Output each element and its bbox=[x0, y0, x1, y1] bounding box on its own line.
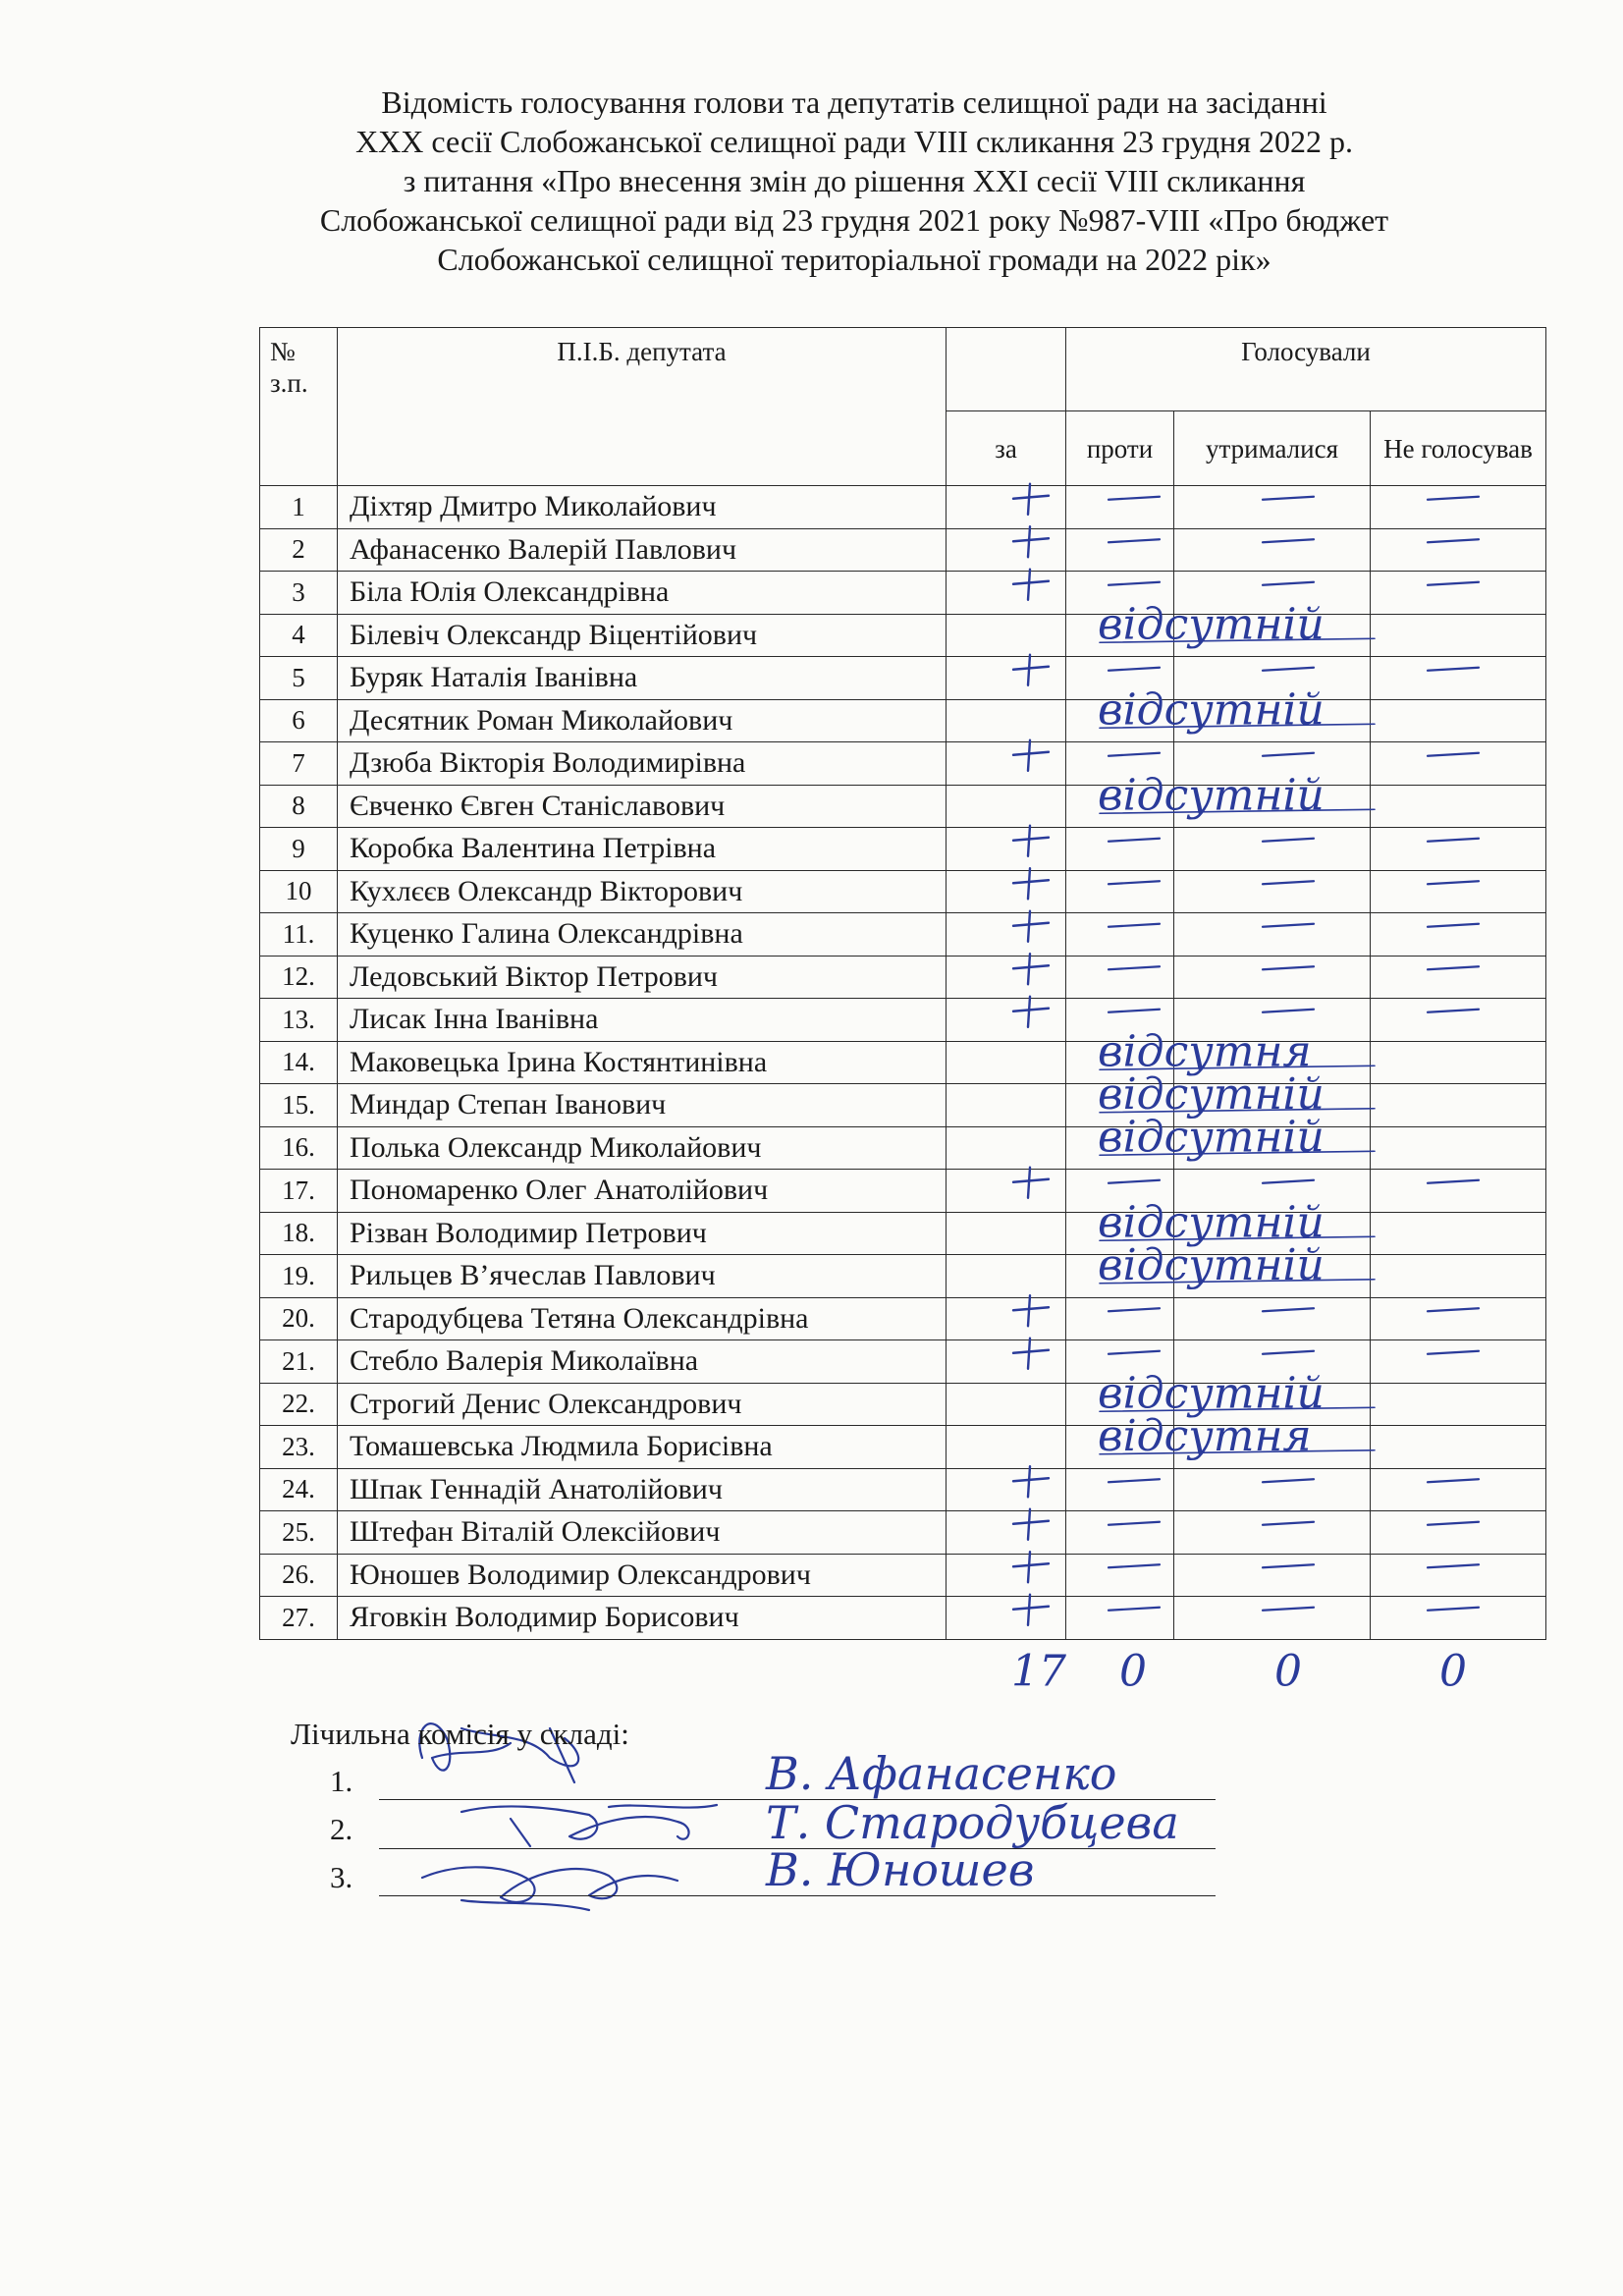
vote-not-voted-cell bbox=[1371, 1554, 1546, 1597]
vote-for-cell bbox=[947, 1255, 1066, 1298]
deputy-name: Томашевська Людмила Борисівна bbox=[338, 1426, 947, 1469]
vote-for-cell bbox=[947, 1170, 1066, 1213]
vote-for-cell bbox=[947, 999, 1066, 1042]
vote-against-cell bbox=[1066, 486, 1174, 529]
table-row bbox=[260, 1468, 1546, 1511]
commission-member-2-number: 2. bbox=[330, 1812, 353, 1846]
absence-note: відсутній bbox=[1098, 1068, 1325, 1120]
table-row bbox=[260, 572, 1546, 615]
vote-not-voted-cell bbox=[1371, 956, 1546, 999]
deputy-name: Десятник Роман Миколайович bbox=[338, 699, 947, 742]
table-body bbox=[260, 486, 1546, 1640]
header-blank bbox=[947, 328, 1066, 411]
vote-against-cell bbox=[1066, 1597, 1174, 1640]
vote-for-cell bbox=[947, 742, 1066, 786]
vote-not-voted-cell bbox=[1371, 785, 1546, 828]
vote-not-voted-cell bbox=[1371, 828, 1546, 871]
vote-against-cell bbox=[1066, 1426, 1174, 1469]
row-number: 27. bbox=[260, 1597, 338, 1640]
row-number: 7 bbox=[260, 742, 338, 786]
row-number: 11. bbox=[260, 913, 338, 957]
vote-against-cell bbox=[1066, 1511, 1174, 1555]
row-number: 1 bbox=[260, 486, 338, 529]
row-number: 18. bbox=[260, 1212, 338, 1255]
vote-against-cell bbox=[1066, 614, 1174, 657]
row-number: 10 bbox=[260, 870, 338, 913]
vote-abstained-cell bbox=[1174, 486, 1371, 529]
deputy-name: Строгий Денис Олександрович bbox=[338, 1383, 947, 1426]
vote-against-cell bbox=[1066, 828, 1174, 871]
vote-for-cell bbox=[947, 1597, 1066, 1640]
vote-abstained-cell bbox=[1174, 913, 1371, 957]
deputy-name: Ледовський Віктор Петрович bbox=[338, 956, 947, 999]
vote-against-cell bbox=[1066, 1126, 1174, 1170]
row-number: 25. bbox=[260, 1511, 338, 1555]
vote-against-cell bbox=[1066, 1255, 1174, 1298]
vote-for-cell bbox=[947, 1084, 1066, 1127]
vote-against-cell bbox=[1066, 1383, 1174, 1426]
vote-abstained-cell bbox=[1174, 1126, 1371, 1170]
vote-for-cell bbox=[947, 486, 1066, 529]
row-number: 20. bbox=[260, 1297, 338, 1340]
vote-abstained-cell bbox=[1174, 1383, 1371, 1426]
vote-abstained-cell bbox=[1174, 1597, 1371, 1640]
row-number: 22. bbox=[260, 1383, 338, 1426]
title-line-5: Слобожанської селищної територіальної громади на 2022 рік» bbox=[437, 242, 1271, 277]
vote-against-cell bbox=[1066, 1041, 1174, 1084]
absence-note: відсутній bbox=[1098, 1368, 1325, 1419]
vote-not-voted-cell bbox=[1371, 1084, 1546, 1127]
vote-for-cell bbox=[947, 614, 1066, 657]
table-row bbox=[260, 956, 1546, 999]
vote-not-voted-cell bbox=[1371, 1597, 1546, 1640]
vote-abstained-cell bbox=[1174, 528, 1371, 572]
table-row bbox=[260, 913, 1546, 957]
signature-line-3 bbox=[379, 1895, 1216, 1896]
table-row bbox=[260, 1383, 1546, 1426]
vote-abstained-cell bbox=[1174, 1511, 1371, 1555]
vote-against-cell bbox=[1066, 528, 1174, 572]
vote-for-cell bbox=[947, 1340, 1066, 1384]
vote-not-voted-cell bbox=[1371, 699, 1546, 742]
table-row bbox=[260, 999, 1546, 1042]
row-number: 13. bbox=[260, 999, 338, 1042]
vote-abstained-cell bbox=[1174, 572, 1371, 615]
table-row bbox=[260, 1126, 1546, 1170]
commission-member-3-number: 3. bbox=[330, 1860, 353, 1894]
vote-against-cell bbox=[1066, 1554, 1174, 1597]
vote-abstained-cell bbox=[1174, 742, 1371, 786]
commission-member-1-number: 1. bbox=[330, 1764, 353, 1798]
signature-scribble-2 bbox=[461, 1805, 717, 1846]
vote-abstained-cell bbox=[1174, 1297, 1371, 1340]
row-number: 2 bbox=[260, 528, 338, 572]
header-for: за bbox=[947, 411, 1066, 486]
deputy-name: Кухлєєв Олександр Вікторович bbox=[338, 870, 947, 913]
vote-not-voted-cell bbox=[1371, 1297, 1546, 1340]
table-row bbox=[260, 1041, 1546, 1084]
total-not-voted: 0 bbox=[1439, 1646, 1467, 1697]
row-number: 21. bbox=[260, 1340, 338, 1384]
vote-abstained-cell bbox=[1174, 614, 1371, 657]
vote-against-cell bbox=[1066, 870, 1174, 913]
absence-note: відсутній bbox=[1098, 1112, 1325, 1163]
deputy-name: Куценко Галина Олександрівна bbox=[338, 913, 947, 957]
row-number: 23. bbox=[260, 1426, 338, 1469]
vote-not-voted-cell bbox=[1371, 1170, 1546, 1213]
total-against: 0 bbox=[1119, 1646, 1147, 1697]
vote-against-cell bbox=[1066, 1084, 1174, 1127]
vote-abstained-cell bbox=[1174, 657, 1371, 700]
deputy-name: Лисак Інна Іванівна bbox=[338, 999, 947, 1042]
vote-for-cell bbox=[947, 1212, 1066, 1255]
row-number: 9 bbox=[260, 828, 338, 871]
vote-for-cell bbox=[947, 1041, 1066, 1084]
title-line-2: XXX сесії Слобожанської селищної ради VIII скликання 23 грудня 2022 р. bbox=[355, 124, 1353, 159]
vote-for-cell bbox=[947, 1511, 1066, 1555]
table-row bbox=[260, 1255, 1546, 1298]
vote-against-cell bbox=[1066, 1297, 1174, 1340]
vote-against-cell bbox=[1066, 1468, 1174, 1511]
deputy-name: Штефан Віталій Олексійович bbox=[338, 1511, 947, 1555]
row-number: 19. bbox=[260, 1255, 338, 1298]
vote-for-cell bbox=[947, 956, 1066, 999]
commission-member-name: В. Юношев bbox=[766, 1843, 1035, 1896]
absence-note: відсутня bbox=[1098, 1026, 1312, 1077]
title-line-4: Слобожанської селищної ради від 23 грудня 2021 року №987-VIII «Про бюджет bbox=[319, 202, 1389, 238]
vote-not-voted-cell bbox=[1371, 1340, 1546, 1384]
table-row bbox=[260, 1597, 1546, 1640]
table-row bbox=[260, 742, 1546, 786]
vote-abstained-cell bbox=[1174, 828, 1371, 871]
header-against: проти bbox=[1066, 411, 1174, 486]
vote-not-voted-cell bbox=[1371, 1468, 1546, 1511]
absence-note: відсутній bbox=[1098, 1197, 1325, 1248]
deputy-name: Діхтяр Дмитро Миколайович bbox=[338, 486, 947, 529]
document-title bbox=[177, 82, 1532, 279]
vote-not-voted-cell bbox=[1371, 528, 1546, 572]
absence-note: відсутня bbox=[1098, 1410, 1312, 1461]
deputy-name: Євченко Євген Станіславович bbox=[338, 785, 947, 828]
vote-abstained-cell bbox=[1174, 999, 1371, 1042]
vote-for-cell bbox=[947, 528, 1066, 572]
vote-for-cell bbox=[947, 657, 1066, 700]
commission-label: Лічильна комісія у складі: bbox=[291, 1717, 629, 1751]
vote-not-voted-cell bbox=[1371, 1041, 1546, 1084]
vote-not-voted-cell bbox=[1371, 1212, 1546, 1255]
vote-against-cell bbox=[1066, 785, 1174, 828]
table-row bbox=[260, 699, 1546, 742]
vote-against-cell bbox=[1066, 1340, 1174, 1384]
table-row bbox=[260, 486, 1546, 529]
vote-abstained-cell bbox=[1174, 1554, 1371, 1597]
signature-scribble-3 bbox=[422, 1867, 677, 1910]
row-number: 17. bbox=[260, 1170, 338, 1213]
vote-abstained-cell bbox=[1174, 956, 1371, 999]
vote-abstained-cell bbox=[1174, 699, 1371, 742]
vote-not-voted-cell bbox=[1371, 614, 1546, 657]
vote-against-cell bbox=[1066, 1212, 1174, 1255]
vote-not-voted-cell bbox=[1371, 1511, 1546, 1555]
table-row bbox=[260, 1511, 1546, 1555]
vote-abstained-cell bbox=[1174, 1340, 1371, 1384]
row-number: 5 bbox=[260, 657, 338, 700]
vote-abstained-cell bbox=[1174, 1084, 1371, 1127]
vote-for-cell bbox=[947, 870, 1066, 913]
deputy-name: Різван Володимир Петрович bbox=[338, 1212, 947, 1255]
table-row bbox=[260, 1297, 1546, 1340]
row-number: 6 bbox=[260, 699, 338, 742]
absence-note: відсутній bbox=[1098, 770, 1325, 821]
row-number: 8 bbox=[260, 785, 338, 828]
header-abstained: утрималися bbox=[1174, 411, 1371, 486]
vote-for-cell bbox=[947, 785, 1066, 828]
title-line-3: з питання «Про внесення змін до рішення XXI сесії VIII скликання bbox=[403, 163, 1306, 198]
commission-member-name: Т. Стародубцева bbox=[766, 1796, 1179, 1849]
vote-not-voted-cell bbox=[1371, 1255, 1546, 1298]
vote-abstained-cell bbox=[1174, 1426, 1371, 1469]
vote-not-voted-cell bbox=[1371, 913, 1546, 957]
vote-abstained-cell bbox=[1174, 785, 1371, 828]
table-row bbox=[260, 1426, 1546, 1469]
vote-not-voted-cell bbox=[1371, 572, 1546, 615]
total-abstained: 0 bbox=[1274, 1646, 1302, 1697]
deputy-name: Білевіч Олександр Віцентійович bbox=[338, 614, 947, 657]
table-row bbox=[260, 614, 1546, 657]
row-number: 3 bbox=[260, 572, 338, 615]
vote-not-voted-cell bbox=[1371, 1383, 1546, 1426]
vote-abstained-cell bbox=[1174, 1255, 1371, 1298]
vote-against-cell bbox=[1066, 913, 1174, 957]
table-row bbox=[260, 1212, 1546, 1255]
table-row bbox=[260, 1084, 1546, 1127]
table-row bbox=[260, 1554, 1546, 1597]
absence-note: відсутній bbox=[1098, 599, 1325, 650]
vote-against-cell bbox=[1066, 999, 1174, 1042]
vote-not-voted-cell bbox=[1371, 1426, 1546, 1469]
vote-for-cell bbox=[947, 828, 1066, 871]
deputy-name: Афанасенко Валерій Павлович bbox=[338, 528, 947, 572]
row-number: 26. bbox=[260, 1554, 338, 1597]
vote-not-voted-cell bbox=[1371, 999, 1546, 1042]
deputy-name: Дзюба Вікторія Володимирівна bbox=[338, 742, 947, 786]
vote-not-voted-cell bbox=[1371, 1126, 1546, 1170]
deputy-name: Рильцев В’ячеслав Павлович bbox=[338, 1255, 947, 1298]
row-number: 15. bbox=[260, 1084, 338, 1127]
vote-for-cell bbox=[947, 572, 1066, 615]
vote-not-voted-cell bbox=[1371, 657, 1546, 700]
deputy-name: Буряк Наталія Іванівна bbox=[338, 657, 947, 700]
vote-abstained-cell bbox=[1174, 870, 1371, 913]
deputy-name: Миндар Степан Іванович bbox=[338, 1084, 947, 1127]
row-number: 16. bbox=[260, 1126, 338, 1170]
absence-note: відсутній bbox=[1098, 684, 1325, 736]
header-not-voted: Не голосував bbox=[1371, 411, 1546, 486]
vote-not-voted-cell bbox=[1371, 486, 1546, 529]
vote-for-cell bbox=[947, 1468, 1066, 1511]
voting-table bbox=[259, 327, 1546, 1640]
signature-line-2 bbox=[379, 1848, 1216, 1849]
table-row bbox=[260, 1340, 1546, 1384]
header-voted: Голосували bbox=[1066, 328, 1546, 411]
absence-note: відсутній bbox=[1098, 1239, 1325, 1290]
row-number: 4 bbox=[260, 614, 338, 657]
row-number: 12. bbox=[260, 956, 338, 999]
table-row bbox=[260, 785, 1546, 828]
vote-for-cell bbox=[947, 1383, 1066, 1426]
table-row bbox=[260, 657, 1546, 700]
vote-for-cell bbox=[947, 1554, 1066, 1597]
vote-against-cell bbox=[1066, 956, 1174, 999]
header-name: П.І.Б. депутата bbox=[338, 328, 947, 486]
totals-row bbox=[1011, 1647, 1467, 1697]
title-line-1: Відомість голосування голови та депутатів селищної ради на засіданні bbox=[381, 84, 1327, 120]
vote-for-cell bbox=[947, 699, 1066, 742]
deputy-name: Яговкін Володимир Борисович bbox=[338, 1597, 947, 1640]
vote-for-cell bbox=[947, 1126, 1066, 1170]
vote-for-cell bbox=[947, 1426, 1066, 1469]
deputy-name: Стародубцева Тетяна Олександрівна bbox=[338, 1297, 947, 1340]
deputy-name: Полька Олександр Миколайович bbox=[338, 1126, 947, 1170]
table-row bbox=[260, 1170, 1546, 1213]
vote-not-voted-cell bbox=[1371, 870, 1546, 913]
vote-for-cell bbox=[947, 1297, 1066, 1340]
table-row bbox=[260, 870, 1546, 913]
vote-for-cell bbox=[947, 913, 1066, 957]
deputy-name: Пономаренко Олег Анатолійович bbox=[338, 1170, 947, 1213]
header-number: № з.п. bbox=[260, 328, 338, 486]
row-number: 14. bbox=[260, 1041, 338, 1084]
deputy-name: Маковецька Ірина Костянтинівна bbox=[338, 1041, 947, 1084]
vote-against-cell bbox=[1066, 699, 1174, 742]
vote-against-cell bbox=[1066, 657, 1174, 700]
deputy-name: Біла Юлія Олександрівна bbox=[338, 572, 947, 615]
row-number: 24. bbox=[260, 1468, 338, 1511]
signature-line-1 bbox=[379, 1799, 1216, 1800]
vote-against-cell bbox=[1066, 742, 1174, 786]
total-for: 17 bbox=[1011, 1646, 1066, 1697]
vote-against-cell bbox=[1066, 572, 1174, 615]
commission-member-name: В. Афанасенко bbox=[766, 1747, 1117, 1800]
deputy-name: Коробка Валентина Петрівна bbox=[338, 828, 947, 871]
table-row bbox=[260, 528, 1546, 572]
vote-abstained-cell bbox=[1174, 1468, 1371, 1511]
vote-abstained-cell bbox=[1174, 1170, 1371, 1213]
vote-not-voted-cell bbox=[1371, 742, 1546, 786]
vote-against-cell bbox=[1066, 1170, 1174, 1213]
table-row bbox=[260, 828, 1546, 871]
deputy-name: Юношев Володимир Олександрович bbox=[338, 1554, 947, 1597]
deputy-name: Стебло Валерія Миколаївна bbox=[338, 1340, 947, 1384]
deputy-name: Шпак Геннадій Анатолійович bbox=[338, 1468, 947, 1511]
vote-abstained-cell bbox=[1174, 1212, 1371, 1255]
vote-abstained-cell bbox=[1174, 1041, 1371, 1084]
